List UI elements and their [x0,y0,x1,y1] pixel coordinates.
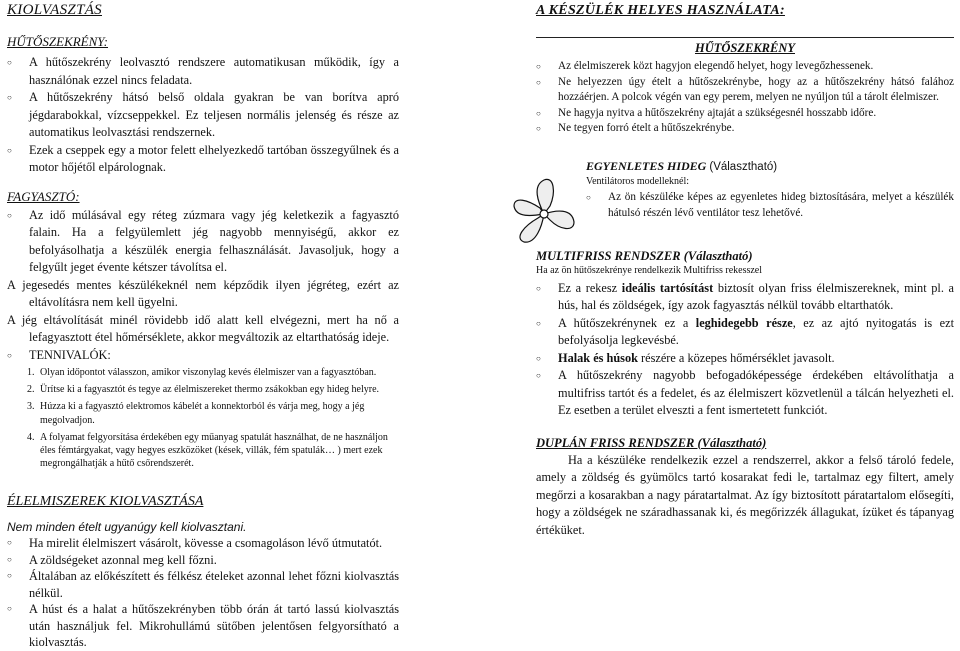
even-cold-title: EGYENLETES HIDEG [586,158,707,173]
list-item: ○ Ezek a cseppek egy a motor felett elhelyezkedő tartóban összegyűlnek és a motor hőjétől elpárolognak. [7,142,399,177]
list-item: ○ Ne tegyen forró ételt a hűtőszekrénybe. [536,121,954,137]
list-item: ○ Az ön készüléke képes az egyenletes hideg biztosítására, melyet a készülék hátulsó részén lévő ventilátor tesz lehetővé. [586,190,954,221]
usage-title: A KÉSZÜLÉK HELYES HASZNÁLATA: [536,3,785,18]
multifriss-subtitle: Ha az ön hűtőszekrénye rendelkezik Multifriss rekesszel [536,265,763,277]
right-column [536,0,954,539]
freezer-list [7,207,399,277]
list-item: ○ A hűtőszekrény hátsó belső oldala gyakran be van borítva apró jégdarabokkal, vízcseppekkel. Ez teljesen normális jelenség és része az automatikus leolvasztási rendszernek. [7,89,399,142]
list-item: ○ Ne hagyja nyitva a hűtőszekrény ajtaját a szükségesnél hosszabb időre. [536,106,954,122]
paragraph: A jég eltávolítását minél rövidebb idő alatt kell elvégezni, mert ha nő a lefagyasztott étel hőmérséklete, akkor megváltozik az eltarthatóság ideje. [7,312,399,344]
list-item: ○ A hűtőszekrény nagyobb befogadóképessége érdekében eltávolíthatja a multifriss tartót és a fedelet, és az élelmiszert közvetlenül a tálcán helyezheti el. Ez esetben a terület elveszti a fent ismertetett funkciót. [536,367,954,420]
list-item: ○ Halak és húsok részére a közepes hőmérséklet javasolt. [536,350,954,368]
list-item: ○ A hűtőszekrénynek ez a leghidegebb része, ez az ajtó nyitogatás is ezt befolyásolja legkevésbé. [536,315,954,350]
list-item: ○ A zöldségeket azonnal meg kell főzni. [7,552,399,569]
fridge-box-heading: HŰTŐSZEKRÉNY [536,37,954,56]
list-item: ○ Ha mirelit élelmiszert vásárolt, kövesse a csomagoláson lévő útmutatót. [7,535,399,552]
list-item: 1. Olyan időpontot válasszon, amikor viszonylag kevés élelmiszer van a fagyasztóban. [27,367,377,378]
fan-models-label: Ventilátoros modelleknél: [586,175,690,187]
optional-label: (Választható) [709,160,778,173]
thaw-list [7,535,399,651]
tips-list [7,347,399,365]
fridge-tips-list [536,59,954,137]
list-item: ○ Ez a rekesz ideális tartósítást biztosít olyan friss élelmiszereknek, mint pl. a hús, hal és zöldségek, így azok fagyasztás nélkül tovább eltarthatók. [536,280,954,315]
list-item: 3. Húzza ki a fagyasztó elektromos kábelét a konnektorból és várja meg, hogy a jég megolvadjon. [27,401,365,426]
thaw-subtitle: Nem minden ételt ugyanúgy kell kiolvasztani. [7,520,247,535]
fridge-list [7,54,399,177]
multifriss-list [536,280,954,420]
even-cold-section [536,159,954,221]
multifriss-title: MULTIFRISS RENDSZER (Választható) [536,249,753,264]
list-item: ○ A hűtőszekrény leolvasztó rendszere automatikusan működik, így a használónak ezzel nincs feladata. [7,54,399,89]
fridge-heading: HŰTŐSZEKRÉNY: [7,34,109,49]
list-item: ○ Az élelmiszerek közt hagyjon elegendő helyet, hogy levegőzhessenek. [536,59,954,75]
duplan-text: Ha a készüléke rendelkezik ezzel a rendszerrel, akkor a felső tároló fedele, amely a zöldség és gyümölcs tartó kosarakat fedi le, tartalmaz egy filtert, amely megőrzi a kosarakban a nagy páratartalmat. Az így biztosított páratartalom elősegíti, hogy a zöldségek ne száradhassanak ki, és megőrizzék állagukat, ízüket és tápanyag értéküket. [536,452,954,537]
list-item: 2. Ürítse ki a fagyasztót és tegye az élelmiszereket thermo zsákokban egy hideg helyre. [27,384,380,396]
even-cold-list [586,190,954,221]
duplan-title: DUPLÁN FRISS RENDSZER (Választható) [536,435,767,450]
left-column [7,0,399,651]
tips-label: ○ TENNIVALÓK: [7,347,399,365]
list-item: ○ Az idő múlásával egy réteg zúzmara vagy jég keletkezik a fagyasztó falain. Ha a felgyülemlett jég nagyobb mennyiségű, akkor ez befolyásolhatja a készülék energia felhasználását. Javasoljuk, hogy a felgyűlt jeget évente kétszer távolítsa el. [7,207,399,277]
list-item: ○ Általában az előkészített és félkész ételeket azonnal lehet főzni kiolvasztás nélkül. [7,568,399,601]
list-item: ○ A húst és a halat a hűtőszekrényben több órán át tartó lassú kiolvasztás után használjuk fel. Mikrohullámú sütőben jelentősen felgyorsítható a kiolvasztás. [7,601,399,651]
defrost-title: KIOLVASZTÁS [7,2,102,18]
list-item: 4. A folyamat felgyorsítása érdekében egy műanyag spatulát használhat, de ne használjon éles fémtárgyakat, vagy hegyes eszközöket (kések, villák, fém spatulák… ) mert ezek megrongálhatják a hűtő csőrendszerét. [27,431,388,470]
list-item: ○ Ne helyezzen úgy ételt a hűtőszekrénybe, hogy az a hűtőszekrény hátsó falához hozzáérjen. A polcok végén van egy perem, melyen ne nyúljon túl a tárolt élelmiszer. [536,75,954,106]
paragraph: A jegesedés mentes készülékeknél nem képződik ilyen jégréteg, ezért az eltávolításra nem kell ügyelni. [7,277,399,309]
freezer-heading: FAGYASZTÓ: [7,188,80,204]
thaw-title: ÉLELMISZEREK KIOLVASZTÁSA [7,494,204,510]
tips-steps [7,366,399,470]
